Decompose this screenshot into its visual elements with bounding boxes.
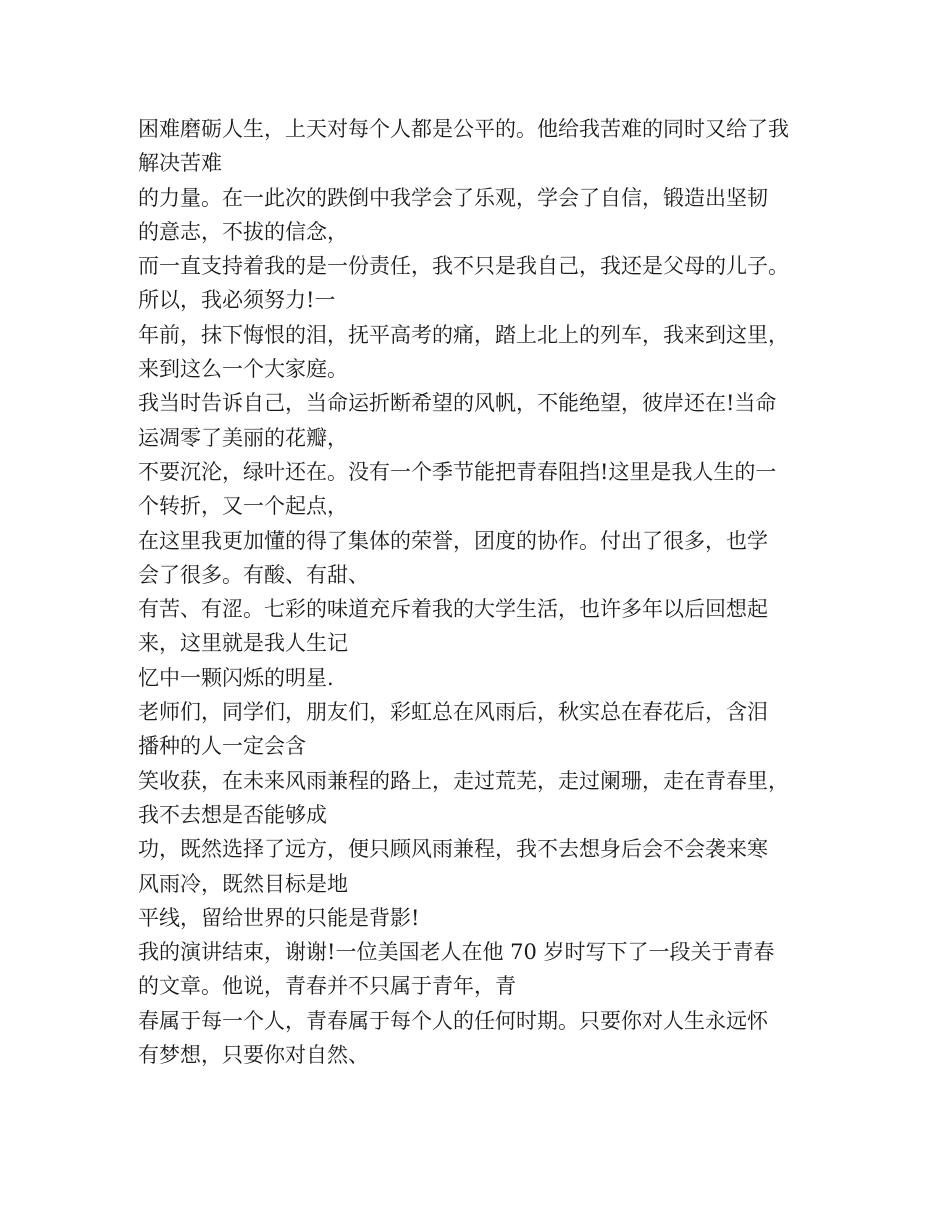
text-line: 春属于每一个人，青春属于每个人的任何时期。只要你对人生永远怀 — [138, 1008, 768, 1033]
text-line: 有梦想，只要你对自然、 — [138, 1043, 369, 1068]
text-line: 我当时告诉自己，当命运折断希望的风帆，不能绝望，彼岸还在!当命 — [138, 391, 777, 416]
text-line: 来到这么一个大家庭。 — [138, 357, 348, 382]
text-line: 忆中一颗闪烁的明星. — [138, 665, 334, 690]
text-line: 的力量。在一此次的跌倒中我学会了乐观，学会了自信，锻造出坚韧 — [138, 185, 768, 210]
text-line: 在这里我更加懂的得了集体的荣誉，团度的协作。付出了很多，也学 — [138, 528, 768, 553]
text-line: 播种的人一定会含 — [138, 734, 306, 759]
text-line: 我的演讲结束，谢谢!一位美国老人在他 70 岁时写下了一段关于青春 — [138, 940, 775, 965]
text-line: 有苦、有涩。七彩的味道充斥着我的大学生活，也许多年以后回想起 — [138, 597, 768, 622]
text-line: 来，这里就是我人生记 — [138, 631, 348, 656]
text-line: 解决苦难 — [138, 151, 222, 176]
text-line: 不要沉沦，绿叶还在。没有一个季节能把青春阻挡!这里是我人生的一 — [138, 459, 777, 484]
text-line: 老师们，同学们，朋友们，彩虹总在风雨后，秋实总在春花后，含泪 — [138, 700, 768, 725]
text-line: 我不去想是否能够成 — [138, 802, 327, 827]
text-line: 所以，我必须努力!一 — [138, 288, 336, 313]
text-line: 困难磨砺人生，上天对每个人都是公平的。他给我苦难的同时又给了我 — [138, 117, 789, 141]
text-line: 年前，抹下悔恨的泪，抚平高考的痛，踏上北上的列车，我来到这里， — [138, 322, 789, 347]
text-line: 而一直支持着我的是一份责任，我不只是我自己，我还是父母的儿子。 — [138, 254, 789, 279]
text-line: 的意志，不拔的信念， — [138, 219, 348, 244]
text-line: 个转折，又一个起点， — [138, 494, 348, 519]
text-line: 功，既然选择了远方，便只顾风雨兼程，我不去想身后会不会袭来寒 — [138, 837, 768, 862]
text-line: 的文章。他说，青春并不只属于青年，青 — [138, 974, 516, 999]
text-line: 笑收获，在未来风雨兼程的路上，走过荒芜，走过阑珊，走在青春里， — [138, 768, 789, 793]
body-text — [138, 112, 828, 1072]
text-line: 平线，留给世界的只能是背影! — [138, 905, 420, 930]
text-line: 会了很多。有酸、有甜、 — [138, 562, 369, 587]
text-line: 风雨冷，既然目标是地 — [138, 871, 348, 896]
text-line: 运凋零了美丽的花瓣， — [138, 425, 348, 450]
